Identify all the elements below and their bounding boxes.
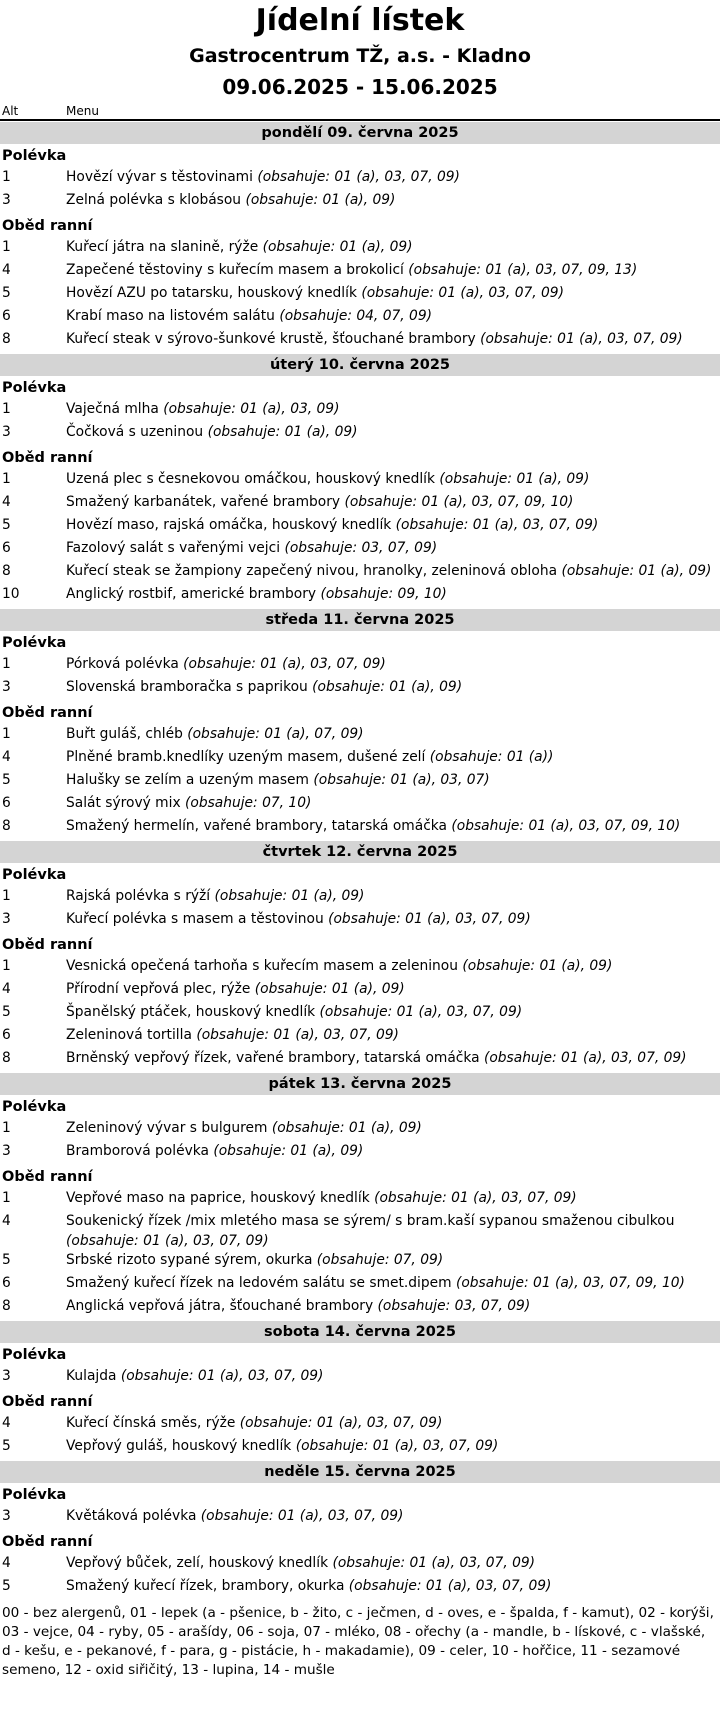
day-heading: pátek 13. června 2025 xyxy=(0,1073,720,1095)
menu-item-allergens: (obsahuje: 01 (a), 03, 07, 09) xyxy=(196,1027,399,1043)
menu-item-text xyxy=(66,980,720,1003)
menu-item xyxy=(0,817,720,840)
menu-item-allergens: (obsahuje: 01 (a), 09) xyxy=(312,679,463,695)
menu-item xyxy=(0,1554,720,1577)
menu-item xyxy=(0,748,720,771)
menu-item-alt: 5 xyxy=(2,517,11,533)
menu-item-name: Přírodní vepřová plec, rýže xyxy=(66,981,251,997)
menu-item-alt: 6 xyxy=(2,1275,11,1291)
menu-item-allergens: (obsahuje: 09, 10) xyxy=(320,586,447,602)
menu-item-text xyxy=(66,1577,720,1600)
menu-item-name: Vaječná mlha xyxy=(66,401,159,417)
menu-item-allergens: (obsahuje: 01 (a), 03, 07, 09) xyxy=(374,1190,577,1206)
menu-item-alt: 4 xyxy=(2,262,11,278)
menu-item xyxy=(0,771,720,794)
menu-item-alt: 4 xyxy=(2,1213,11,1229)
menu-item-alt: 10 xyxy=(2,586,20,602)
menu-item-text xyxy=(66,585,720,608)
menu-item-name: Zeleninový vývar s bulgurem xyxy=(66,1120,268,1136)
menu-item-alt: 1 xyxy=(2,471,11,487)
menu-item-name: Soukenický řízek /mix mletého masa se sýrem/ s bram.kaší sypanou smaženou cibulkou xyxy=(66,1213,675,1229)
menu-item xyxy=(0,794,720,817)
menu-item-alt: 4 xyxy=(2,494,11,510)
menu-item-alt: 5 xyxy=(2,1004,11,1020)
menu-item-alt: 8 xyxy=(2,1298,11,1314)
menu-item-alt: 1 xyxy=(2,958,11,974)
menu-item xyxy=(0,191,720,214)
menu-item xyxy=(0,1577,720,1600)
section-heading: Polévka xyxy=(2,1347,67,1363)
menu-item xyxy=(0,1189,720,1212)
menu-item-alt: 8 xyxy=(2,818,11,834)
section-heading: Polévka xyxy=(2,1487,67,1503)
menu-item-name: Kuřecí steak se žampiony zapečený nivou, hranolky, zeleninová obloha xyxy=(66,563,558,579)
menu-item-allergens: (obsahuje: 01 (a), 03, 07, 09) xyxy=(183,656,386,672)
menu-item-alt: 8 xyxy=(2,1050,11,1066)
menu-item-name: Plněné bramb.knedlíky uzeným masem, dušené zelí xyxy=(66,749,426,765)
section-heading: Oběd ranní xyxy=(2,705,93,721)
menu-item-allergens: (obsahuje: 01 (a), 03, 07, 09) xyxy=(200,1508,404,1524)
menu-item-allergens: (obsahuje: 01 (a), 09) xyxy=(462,958,613,974)
menu-item-allergens: (obsahuje: 01 (a), 03, 07, 09) xyxy=(483,1050,687,1066)
menu-item-text xyxy=(66,655,720,678)
menu-item xyxy=(0,516,720,539)
menu-item-alt: 4 xyxy=(2,749,11,765)
menu-item xyxy=(0,655,720,678)
menu-item-name: Smažený karbanátek, vařené brambory xyxy=(66,494,341,510)
menu-item-name: Kuřecí játra na slanině, rýže xyxy=(66,239,259,255)
menu-item-alt: 1 xyxy=(2,656,11,672)
menu-item-allergens: (obsahuje: 03, 07, 09) xyxy=(377,1298,531,1314)
menu-item xyxy=(0,493,720,516)
menu-item-text xyxy=(66,771,720,794)
menu-item xyxy=(0,1142,720,1165)
menu-item-allergens: (obsahuje: 01 (a), 03, 07, 09) xyxy=(239,1415,443,1431)
menu-item-text xyxy=(66,887,720,910)
menu-item-text xyxy=(66,1297,720,1320)
menu-item-allergens: (obsahuje: 01 (a), 09) xyxy=(254,981,405,997)
menu-item-alt: 3 xyxy=(2,911,11,927)
menu-item xyxy=(0,1251,720,1274)
menu-item-name: Anglický rostbif, americké brambory xyxy=(66,586,317,602)
menu-item-alt: 3 xyxy=(2,192,11,208)
menu-item-name: Hovězí maso, rajská omáčka, houskový knedlík xyxy=(66,517,392,533)
menu-item-alt: 3 xyxy=(2,1368,11,1384)
section-heading: Polévka xyxy=(2,1099,67,1115)
menu-item xyxy=(0,168,720,191)
menu-item-text xyxy=(66,238,720,261)
menu-item-name: Květáková polévka xyxy=(66,1508,197,1524)
menu-item-alt: 5 xyxy=(2,1578,11,1594)
menu-item-alt: 4 xyxy=(2,981,11,997)
menu-item-allergens: (obsahuje: 01 (a), 03, 07, 09) xyxy=(395,517,599,533)
menu-item xyxy=(0,562,720,585)
menu-item-alt: 1 xyxy=(2,169,11,185)
menu-item-allergens: (obsahuje: 01 (a), 09) xyxy=(213,1143,364,1159)
menu-item xyxy=(0,1119,720,1142)
menu-item xyxy=(0,1507,720,1530)
menu-item-text xyxy=(66,562,720,585)
column-header-alt: Alt xyxy=(2,104,19,118)
menu-item-allergens: (obsahuje: 01 (a), 09) xyxy=(561,563,712,579)
menu-item-text xyxy=(66,284,720,307)
restaurant-name: Gastrocentrum TŽ, a.s. - Kladno xyxy=(189,45,531,67)
menu-item-allergens: (obsahuje: 01 (a), 03, 07, 09) xyxy=(319,1004,523,1020)
menu-item-allergens: (obsahuje: 01 (a), 03, 07, 09, 13) xyxy=(408,262,638,278)
menu-item-text xyxy=(66,1142,720,1165)
menu-item-text xyxy=(66,1437,720,1460)
menu-item-text xyxy=(66,400,720,423)
menu-item-name: Kulajda xyxy=(66,1368,117,1384)
menu-item xyxy=(0,284,720,307)
menu-item-alt: 5 xyxy=(2,1252,11,1268)
menu-item-allergens: (obsahuje: 07, 09) xyxy=(316,1252,444,1268)
menu-item-name: Uzená plec s česnekovou omáčkou, houskový knedlík xyxy=(66,471,435,487)
menu-item-name: Smažený kuřecí řízek na ledovém salátu se smet.dipem xyxy=(66,1275,452,1291)
menu-item xyxy=(0,307,720,330)
menu-item-alt: 6 xyxy=(2,795,11,811)
menu-item-name: Pórková polévka xyxy=(66,656,179,672)
section-heading: Oběd ranní xyxy=(2,937,93,953)
menu-item-name: Smažený kuřecí řízek, brambory, okurka xyxy=(66,1578,345,1594)
menu-item xyxy=(0,1414,720,1437)
menu-item-text xyxy=(66,1212,720,1251)
menu-item xyxy=(0,1003,720,1026)
menu-item-name: Slovenská bramboračka s paprikou xyxy=(66,679,308,695)
section-heading: Oběd ranní xyxy=(2,1394,93,1410)
menu-item-name: Hovězí AZU po tatarsku, houskový knedlík xyxy=(66,285,357,301)
menu-item-name: Kuřecí steak v sýrovo-šunkové krustě, šťouchané brambory xyxy=(66,331,476,347)
menu-item-alt: 1 xyxy=(2,401,11,417)
menu-item-allergens: (obsahuje: 04, 07, 09) xyxy=(279,308,432,324)
menu-item-alt: 4 xyxy=(2,1415,11,1431)
menu-item-text xyxy=(66,423,720,446)
menu-item-name: Salát sýrový mix xyxy=(66,795,181,811)
menu-item-name: Anglická vepřová játra, šťouchané brambory xyxy=(66,1298,374,1314)
menu-item-alt: 5 xyxy=(2,772,11,788)
section-heading: Polévka xyxy=(2,635,67,651)
menu-item-text xyxy=(66,957,720,980)
menu-item xyxy=(0,887,720,910)
menu-item-text xyxy=(66,1026,720,1049)
menu-item xyxy=(0,957,720,980)
day-block xyxy=(0,609,720,840)
menu-item-allergens: (obsahuje: 01 (a), 03, 07, 09) xyxy=(120,1368,324,1384)
menu-item-text xyxy=(66,1507,720,1530)
menu-item-alt: 6 xyxy=(2,308,11,324)
section-heading: Polévka xyxy=(2,148,67,164)
menu-item-alt: 6 xyxy=(2,540,11,556)
menu-item-name: Vepřový bůček, zelí, houskový knedlík xyxy=(66,1555,329,1571)
menu-item-allergens: (obsahuje: 07, 10) xyxy=(185,795,312,811)
menu-item-text xyxy=(66,1367,720,1390)
menu-item-name: Rajská polévka s rýží xyxy=(66,888,211,904)
menu-item-allergens: (obsahuje: 01 (a), 03, 07, 09, 10) xyxy=(451,818,681,834)
menu-item-text xyxy=(66,725,720,748)
day-heading: úterý 10. června 2025 xyxy=(0,354,720,376)
day-block xyxy=(0,1321,720,1460)
menu-item-name: Vepřové maso na paprice, houskový knedlík xyxy=(66,1190,370,1206)
menu-item-text xyxy=(66,678,720,701)
menu-item xyxy=(0,238,720,261)
menu-item-allergens: (obsahuje: 01 (a), 03, 07, 09) xyxy=(361,285,564,301)
menu-item-name: Kuřecí polévka s masem a těstovinou xyxy=(66,911,324,927)
menu-item-allergens: (obsahuje: 03, 07, 09) xyxy=(284,540,438,556)
menu-body xyxy=(0,122,720,1600)
allergen-legend: 00 - bez alergenů, 01 - lepek (a - pšenice, b - žito, c - ječmen, d - oves, e - špalda, f - kamut), 02 - korýši, 03 - vejce, 04 - ryby, 05 - arašídy, 06 - soja, 07 - mléko, 08 - ořechy (a - mandle, b - lískové, c - vlašské, d - kešu, e - pekanové, f - para, g - pistácie, h - makadamie), 09 - celer, 10 - hořčice, 11 - sezamové semeno, 12 - oxid siřičitý, 13 - lupina, 14 - mušle xyxy=(2,1605,714,1678)
menu-item-text xyxy=(66,1251,720,1274)
menu-item-name: Vesnická opečená tarhoňa s kuřecím masem a zeleninou xyxy=(66,958,458,974)
menu-item-text xyxy=(66,516,720,539)
day-block xyxy=(0,354,720,608)
menu-item-text xyxy=(66,1189,720,1212)
menu-item-alt: 4 xyxy=(2,1555,11,1571)
menu-item-allergens: (obsahuje: 01 (a)) xyxy=(429,749,554,765)
section-heading: Polévka xyxy=(2,380,67,396)
menu-item-alt: 8 xyxy=(2,563,11,579)
section-heading: Oběd ranní xyxy=(2,218,93,234)
menu-item xyxy=(0,470,720,493)
menu-item-allergens: (obsahuje: 01 (a), 03, 07, 09) xyxy=(66,1232,269,1249)
menu-item-allergens: (obsahuje: 01 (a), 09) xyxy=(262,239,413,255)
menu-item xyxy=(0,261,720,284)
menu-item xyxy=(0,1437,720,1460)
menu-item-name: Smažený hermelín, vařené brambory, tatarská omáčka xyxy=(66,818,447,834)
menu-item-name: Buřt guláš, chléb xyxy=(66,726,183,742)
menu-item xyxy=(0,1367,720,1390)
day-heading: středa 11. června 2025 xyxy=(0,609,720,631)
menu-item-allergens: (obsahuje: 01 (a), 03, 07, 09, 10) xyxy=(455,1275,685,1291)
menu-item-name: Srbské rizoto sypané sýrem, okurka xyxy=(66,1252,313,1268)
menu-item-name: Brněnský vepřový řízek, vařené brambory, tatarská omáčka xyxy=(66,1050,480,1066)
menu-item-name: Zapečené těstoviny s kuřecím masem a brokolicí xyxy=(66,262,404,278)
menu-item-name: Zeleninová tortilla xyxy=(66,1027,192,1043)
menu-item-text xyxy=(66,1414,720,1437)
menu-item-text xyxy=(66,168,720,191)
menu-item-alt: 6 xyxy=(2,1027,11,1043)
menu-item-text xyxy=(66,1003,720,1026)
menu-item-text xyxy=(66,1049,720,1072)
menu-item-text xyxy=(66,794,720,817)
section-heading: Oběd ranní xyxy=(2,1169,93,1185)
menu-item xyxy=(0,1297,720,1320)
day-block xyxy=(0,1073,720,1320)
menu-header xyxy=(0,0,720,103)
section-heading: Oběd ranní xyxy=(2,1534,93,1550)
menu-item xyxy=(0,1049,720,1072)
menu-item-allergens: (obsahuje: 01 (a), 03, 07, 09) xyxy=(332,1555,536,1571)
menu-item-allergens: (obsahuje: 01 (a), 07, 09) xyxy=(187,726,364,742)
menu-item-allergens: (obsahuje: 01 (a), 09) xyxy=(439,471,590,487)
menu-item-allergens: (obsahuje: 01 (a), 09) xyxy=(245,192,396,208)
section-heading: Polévka xyxy=(2,867,67,883)
menu-item-name: Halušky se zelím a uzeným masem xyxy=(66,772,309,788)
menu-item xyxy=(0,539,720,562)
page-title: Jídelní lístek xyxy=(255,3,465,38)
menu-item-allergens: (obsahuje: 01 (a), 03, 09) xyxy=(163,401,340,417)
menu-item-name: Hovězí vývar s těstovinami xyxy=(66,169,253,185)
menu-item-name: Zelná polévka s klobásou xyxy=(66,192,242,208)
menu-item-name: Čočková s uzeninou xyxy=(66,424,204,440)
menu-item xyxy=(0,400,720,423)
menu-item-text xyxy=(66,748,720,771)
menu-item xyxy=(0,423,720,446)
menu-item-text xyxy=(66,191,720,214)
menu-item-alt: 1 xyxy=(2,1190,11,1206)
menu-item-alt: 5 xyxy=(2,285,11,301)
menu-item-allergens: (obsahuje: 01 (a), 09) xyxy=(271,1120,422,1136)
day-heading: neděle 15. června 2025 xyxy=(0,1461,720,1483)
day-heading: pondělí 09. června 2025 xyxy=(0,122,720,144)
menu-item-name: Kuřecí čínská směs, rýže xyxy=(66,1415,236,1431)
menu-item-allergens: (obsahuje: 01 (a), 03, 07) xyxy=(313,772,490,788)
menu-item-allergens: (obsahuje: 01 (a), 03, 07, 09) xyxy=(257,169,460,185)
menu-item-text xyxy=(66,1274,720,1297)
menu-item-allergens: (obsahuje: 01 (a), 03, 07, 09, 10) xyxy=(344,494,574,510)
menu-item-allergens: (obsahuje: 01 (a), 03, 07, 09) xyxy=(295,1438,499,1454)
menu-item-alt: 8 xyxy=(2,331,11,347)
day-block xyxy=(0,1461,720,1600)
section-heading: Oběd ranní xyxy=(2,450,93,466)
menu-item-text xyxy=(66,493,720,516)
menu-item-text xyxy=(66,470,720,493)
menu-item xyxy=(0,1274,720,1297)
menu-item-name: Krabí maso na listovém salátu xyxy=(66,308,275,324)
day-heading: čtvrtek 12. června 2025 xyxy=(0,841,720,863)
menu-item-alt: 1 xyxy=(2,726,11,742)
menu-item-allergens: (obsahuje: 01 (a), 03, 07, 09) xyxy=(328,911,531,927)
menu-item-alt: 3 xyxy=(2,424,11,440)
menu-item-text xyxy=(66,910,720,933)
menu-item-text xyxy=(66,817,720,840)
menu-item xyxy=(0,678,720,701)
menu-item-text xyxy=(66,539,720,562)
menu-item-alt: 3 xyxy=(2,1143,11,1159)
menu-item-name: Bramborová polévka xyxy=(66,1143,209,1159)
date-range: 09.06.2025 - 15.06.2025 xyxy=(222,75,498,99)
menu-item-allergens: (obsahuje: 01 (a), 09) xyxy=(207,424,358,440)
column-headers xyxy=(0,103,720,121)
menu-item-name: Španělský ptáček, houskový knedlík xyxy=(66,1004,316,1020)
column-header-menu: Menu xyxy=(66,104,99,118)
menu-item xyxy=(0,910,720,933)
menu-item-alt: 3 xyxy=(2,1508,11,1524)
menu-item-text xyxy=(66,261,720,284)
menu-item-text xyxy=(66,307,720,330)
menu-item xyxy=(0,725,720,748)
menu-item xyxy=(0,1026,720,1049)
menu-item xyxy=(0,1212,720,1251)
day-heading: sobota 14. června 2025 xyxy=(0,1321,720,1343)
day-block xyxy=(0,841,720,1072)
menu-item-allergens: (obsahuje: 01 (a), 09) xyxy=(214,888,365,904)
menu-item-name: Vepřový guláš, houskový knedlík xyxy=(66,1438,292,1454)
day-block xyxy=(0,122,720,353)
menu-item-text xyxy=(66,330,720,353)
menu-item xyxy=(0,585,720,608)
menu-item xyxy=(0,330,720,353)
menu-item-text xyxy=(66,1119,720,1142)
menu-item-allergens: (obsahuje: 01 (a), 03, 07, 09) xyxy=(348,1578,552,1594)
menu-item-alt: 1 xyxy=(2,888,11,904)
menu-item-text xyxy=(66,1554,720,1577)
menu-item-alt: 1 xyxy=(2,1120,11,1136)
menu-item-alt: 3 xyxy=(2,679,11,695)
menu-item-allergens: (obsahuje: 01 (a), 03, 07, 09) xyxy=(480,331,683,347)
menu-item-alt: 5 xyxy=(2,1438,11,1454)
menu-item-alt: 1 xyxy=(2,239,11,255)
menu-item-name: Fazolový salát s vařenými vejci xyxy=(66,540,281,556)
menu-item xyxy=(0,980,720,1003)
